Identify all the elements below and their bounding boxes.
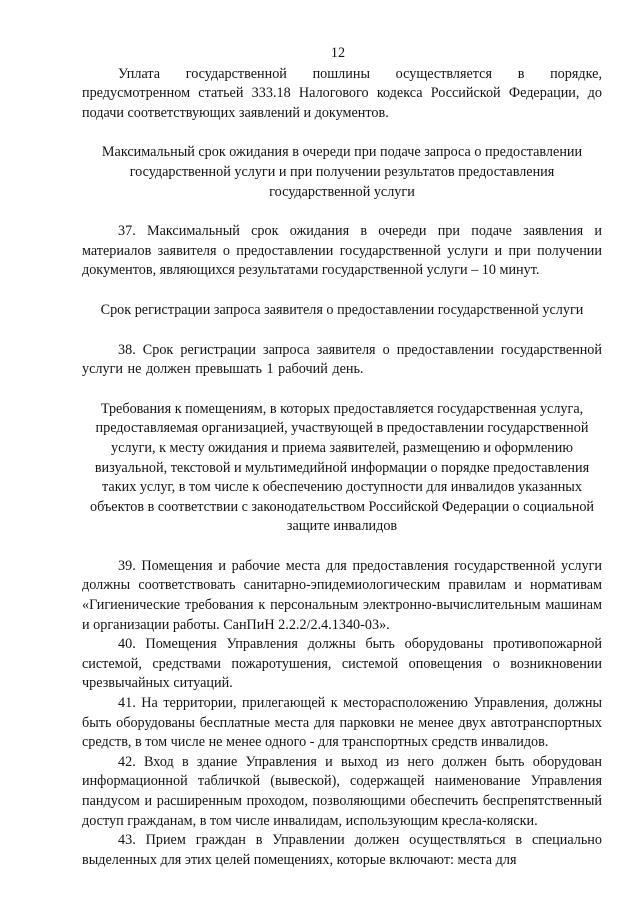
paragraph-39: 39. Помещения и рабочие места для предоставления государственной услуги должны соответствовать санитарно-эпидемиологическим правилам и нормативам «Гигиенические требования к персональным электронно-вычислительным машинам и организации работы. СанПиН 2.2.2/2.4.1340-03».	[82, 557, 602, 633]
heading-queue-waiting-time: Максимальный срок ожидания в очереди при подаче запроса о предоставлении государственной услуги и при получении результатов предоставления государственной услуги	[101, 144, 583, 200]
heading-premises-requirements: Требования к помещениям, в которых предоставляется государственная услуга, предоставляемая организацией, участвующей в предоставлении государственной услуги, к месту ожидания и приема заявителей, размещению и оформлению визуальной, текстовой и мультимедийной информации о порядке предоставления таких услуг, в том числе к обеспечению доступности для инвалидов указанных объектов в соответствии с законодательством Российской Федерации о социальной защите инвалидов	[89, 400, 595, 535]
paragraph-42: 42. Вход в здание Управления и выход из него должен быть оборудован информационной табличкой (вывеской), содержащей наименование Управления пандусом и расширенным проходом, позволяющими обеспечить беспрепятственный доступ гражданам, в том числе инвалидам, использующим кресла-коляски.	[82, 753, 602, 829]
page-number: 12	[330, 45, 346, 61]
heading-request-registration-term: Срок регистрации запроса заявителя о предоставлении государственной услуги	[100, 301, 584, 318]
document-page	[82, 44, 602, 870]
paragraph-40: 40. Помещения Управления должны быть оборудованы противопожарной системой, средствами пожаротушения, системой оповещения о возникновении чрезвычайных ситуаций.	[82, 636, 602, 692]
paragraph-38: 38. Срок регистрации запроса заявителя о предоставлении государственной услуги не должен превышать 1 рабочий день.	[82, 341, 602, 378]
paragraph-41: 41. На территории, прилегающей к месторасположению Управления, должны быть оборудованы бесплатные места для парковки не менее двух автотранспортных средств, в том числе не менее одного - для транспортных средств инвалидов.	[82, 695, 602, 751]
paragraph-state-fee: Уплата государственной пошлины осуществляется в порядке, предусмотренном статьей 333.18 Налогового кодекса Российской Федерации, до подачи соответствующих заявлений и документов.	[82, 65, 602, 121]
paragraph-37: 37. Максимальный срок ожидания в очереди при подаче заявления и материалов заявителя о предоставлении государственной услуги и при получении документов, являющихся результатами государственной услуги – 10 минут.	[82, 223, 602, 279]
paragraph-43: 43. Прием граждан в Управлении должен осуществляться в специально выделенных для этих целей помещениях, которые включают: места для	[82, 832, 602, 868]
